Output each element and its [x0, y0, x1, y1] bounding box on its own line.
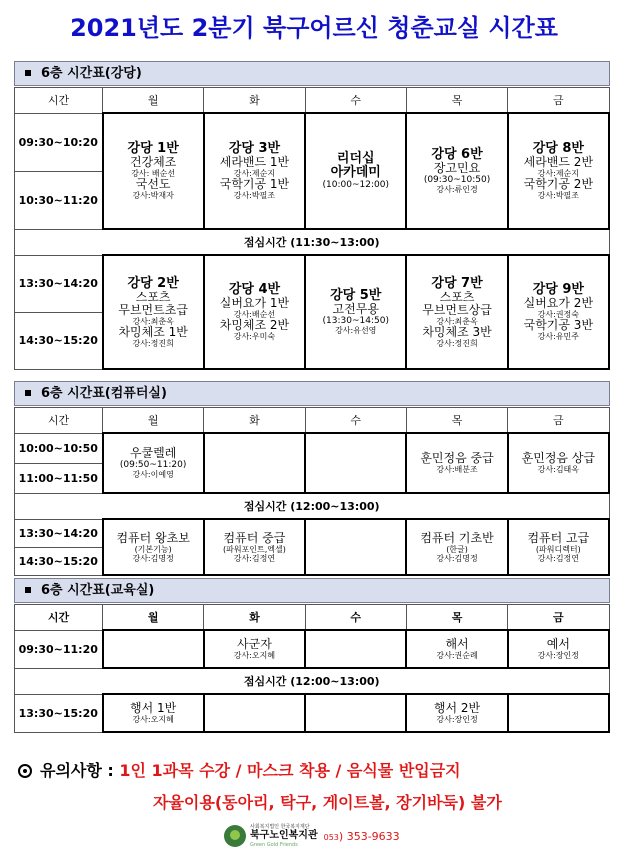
class-subject: 차밍체조 3반 — [422, 324, 492, 339]
class-cell-fri-am — [508, 630, 609, 668]
class-subject: 컴퓨터 고급 — [527, 530, 590, 545]
time-slot: 11:00~11:50 — [15, 463, 103, 493]
time-header: 시간 — [15, 605, 103, 631]
day-header-mon: 월 — [103, 408, 204, 434]
class-teacher: 강사:김정연 — [537, 553, 580, 563]
lunch-row: 점심시간 (12:00~13:00) — [15, 493, 610, 519]
class-cell-tue-pm — [204, 255, 305, 369]
class-subject: 국선도 — [135, 177, 171, 191]
time-slot: 13:30~14:20 — [15, 519, 103, 547]
class-teacher: 강사:우미숙 — [233, 332, 276, 341]
footer — [224, 822, 400, 850]
class-time: (09:50~11:20) — [119, 460, 187, 470]
phone-area-code: 053 — [323, 832, 339, 842]
class-cell-tue-am — [204, 113, 305, 229]
class-name: 강당 8반 — [532, 141, 584, 156]
class-subject: 세라밴드 1반 — [219, 155, 290, 169]
day-header-tue: 화 — [204, 88, 305, 114]
class-detail: (파워포인트,엑셀) — [223, 544, 286, 554]
class-teacher: 강사:김명정 — [132, 553, 174, 563]
time-slot: 10:00~10:50 — [15, 433, 103, 463]
section-header-auditorium — [14, 61, 610, 86]
day-header-tue: 화 — [204, 408, 305, 434]
class-teacher: 강사:제순지 — [537, 169, 580, 178]
section-label: 6층 시간표(강당) — [41, 66, 142, 81]
class-teacher: 강사:장인정 — [537, 651, 580, 660]
class-cell-wed-am — [305, 113, 406, 229]
bullseye-icon — [18, 764, 32, 778]
class-cell-thu-pm — [406, 694, 507, 732]
class-detail: (파워디렉터) — [535, 544, 581, 554]
notice-label: 유의사항 : — [40, 761, 114, 780]
org-block — [250, 824, 318, 848]
time-slot: 10:30~11:20 — [15, 171, 103, 229]
phone-number: 053) 353-9633 — [323, 829, 400, 843]
class-subject: 아카데미 — [330, 165, 381, 180]
class-subject: 건강체조 — [129, 155, 177, 169]
section-label: 6층 시간표(교육실) — [41, 583, 155, 598]
bullet-square-icon — [25, 70, 31, 76]
class-subject: 행서 1반 — [130, 701, 177, 715]
class-teacher: 강사:박재자 — [132, 191, 174, 200]
lunch-row: 점심시간 (12:00~13:00) — [15, 668, 610, 694]
notice — [18, 758, 461, 781]
class-cell-tue-am — [204, 433, 305, 493]
day-header-mon: 월 — [103, 88, 204, 114]
class-teacher: 강사:유선영 — [335, 326, 377, 335]
class-subject: 훈민정음 상급 — [521, 451, 596, 465]
class-subject: 국학기공 1반 — [219, 177, 290, 191]
section-header-education — [14, 578, 610, 603]
class-cell-thu-pm — [406, 519, 507, 575]
time-slot: 09:30~10:20 — [15, 113, 103, 171]
class-cell-mon-am — [103, 113, 204, 229]
bullet-square-icon — [25, 587, 31, 593]
class-subject: 장고민요 — [433, 161, 481, 175]
class-teacher: 강사: 배순선 — [131, 169, 176, 178]
class-subject: 예서 — [546, 637, 570, 651]
class-teacher: 강사:박필조 — [233, 191, 276, 200]
class-cell-fri-pm — [508, 519, 609, 575]
class-cell-tue-pm — [204, 519, 305, 575]
day-header-fri: 금 — [508, 408, 609, 434]
computer-table — [14, 407, 610, 576]
class-subject: 해서 — [445, 637, 469, 651]
class-teacher: 강사:정진희 — [132, 338, 174, 348]
org-parent: 사회복지법인 한국복지재단 — [250, 824, 310, 830]
day-header-tue: 화 — [204, 605, 305, 631]
day-header-thu: 목 — [406, 408, 507, 434]
day-header-fri: 금 — [508, 605, 609, 631]
time-header: 시간 — [15, 408, 103, 434]
class-teacher: 강사:김명정 — [436, 553, 478, 563]
class-teacher: 강사:박필조 — [537, 191, 580, 200]
bullet-square-icon — [25, 390, 31, 396]
class-name: 강당 7반 — [431, 275, 483, 291]
phone-digits: 353-9633 — [346, 829, 400, 843]
time-slot: 14:30~15:20 — [15, 312, 103, 369]
class-teacher: 강사:류인경 — [436, 185, 478, 194]
lunch-row: 점심시간 (11:30~13:00) — [15, 229, 610, 255]
class-cell-wed-pm — [305, 694, 406, 732]
class-cell-mon-am — [103, 630, 204, 668]
class-subject: 실버요가 1반 — [219, 296, 290, 310]
class-cell-mon-pm — [103, 255, 204, 369]
class-cell-thu-pm — [406, 255, 507, 369]
class-cell-fri-pm — [508, 255, 609, 369]
class-time: (09:30~10:50) — [423, 175, 491, 185]
class-name: 강당 2반 — [127, 275, 179, 291]
class-cell-wed-pm — [305, 255, 406, 369]
class-teacher: 강사:정진희 — [436, 338, 478, 348]
class-cell-fri-am — [508, 113, 609, 229]
day-header-thu: 목 — [406, 605, 507, 631]
class-name: 강당 6반 — [431, 147, 483, 162]
class-cell-wed-pm — [305, 519, 406, 575]
section-label: 6층 시간표(컴퓨터실) — [41, 386, 167, 401]
class-name: 강당 9반 — [532, 282, 584, 297]
class-name: 강당 1반 — [127, 141, 179, 156]
class-subject: 국학기공 2반 — [523, 177, 594, 191]
class-teacher: 강사:배분조 — [436, 465, 478, 474]
time-slot: 13:30~14:20 — [15, 255, 103, 312]
class-subject: 무브먼트상급 — [422, 302, 492, 317]
class-time: (10:00~12:00) — [322, 180, 389, 190]
day-header-wed: 수 — [305, 408, 406, 434]
class-subject: 고전무용 — [332, 302, 379, 316]
class-subject: 국학기공 3반 — [523, 318, 594, 332]
welfare-center-logo-icon — [224, 825, 246, 847]
class-detail: (기본기능) — [134, 544, 172, 554]
time-slot: 14:30~15:20 — [15, 547, 103, 575]
class-name: 강당 3반 — [228, 141, 281, 156]
section-header-computer — [14, 381, 610, 406]
class-cell-wed-am — [305, 433, 406, 493]
class-teacher: 강사:장인정 — [436, 715, 478, 724]
class-teacher: 강사:권순례 — [436, 651, 478, 660]
class-teacher: 강사:배순선 — [233, 310, 276, 319]
class-cell-fri-pm — [508, 694, 609, 732]
class-cell-thu-am — [406, 630, 507, 668]
class-subject: 우쿨렐레 — [129, 446, 177, 460]
class-cell-tue-pm — [204, 694, 305, 732]
class-subject: 훈민정음 중급 — [420, 451, 494, 465]
class-subject: 무브먼트초급 — [118, 302, 188, 317]
class-subject: 차밍체조 1반 — [118, 324, 188, 339]
org-tagline: Green Gold Friends — [250, 842, 298, 848]
class-name: 리더십 — [336, 151, 375, 166]
class-cell-fri-am — [508, 433, 609, 493]
auditorium-table — [14, 87, 610, 370]
time-slot: 13:30~15:20 — [15, 694, 103, 732]
class-subject: 스포츠 — [439, 289, 475, 304]
day-header-wed: 수 — [305, 605, 406, 631]
class-cell-mon-pm — [103, 519, 204, 575]
class-teacher: 강사:제순지 — [233, 169, 276, 178]
class-teacher: 강사:유민주 — [537, 332, 580, 341]
class-teacher: 강사:최춘옥 — [436, 316, 478, 326]
class-name: 강당 5반 — [330, 288, 382, 303]
time-slot: 09:30~11:20 — [15, 630, 103, 668]
class-teacher: 강사:김태옥 — [537, 465, 580, 474]
class-detail: (한글) — [446, 544, 468, 554]
class-teacher: 강사:김정연 — [233, 553, 276, 563]
class-subject: 스포츠 — [135, 289, 171, 304]
class-teacher: 강사:최춘옥 — [132, 316, 174, 326]
class-subject: 컴퓨터 왕초보 — [116, 530, 190, 545]
class-cell-tue-am — [204, 630, 305, 668]
class-teacher: 강사:오지혜 — [233, 651, 276, 660]
day-header-thu: 목 — [406, 88, 507, 114]
class-time: (13:30~14:50) — [322, 316, 389, 326]
class-subject: 컴퓨터 중급 — [223, 530, 286, 545]
class-teacher: 강사:권정숙 — [537, 310, 580, 319]
org-name: 북구노인복지관 — [250, 830, 318, 841]
class-subject: 컴퓨터 기초반 — [420, 530, 494, 545]
notice-line-2: 자율이용(동아리, 탁구, 게이트볼, 장기바둑) 불가 — [153, 793, 502, 812]
class-teacher: 강사:오지혜 — [132, 715, 174, 724]
education-table — [14, 604, 610, 733]
class-cell-mon-pm — [103, 694, 204, 732]
class-cell-thu-am — [406, 113, 507, 229]
time-header: 시간 — [15, 88, 103, 114]
page-title: 2021년도 2분기 북구어르신 청춘교실 시간표 — [70, 14, 558, 42]
class-cell-mon-am — [103, 433, 204, 493]
class-cell-thu-am — [406, 433, 507, 493]
class-subject: 행서 2반 — [433, 701, 481, 715]
class-subject: 실버요가 2반 — [523, 296, 594, 310]
class-subject: 사군자 — [237, 637, 272, 651]
day-header-fri: 금 — [508, 88, 609, 114]
class-teacher: 강사:이예영 — [132, 470, 174, 479]
class-name: 강당 4반 — [228, 282, 281, 297]
day-header-mon: 월 — [103, 605, 204, 631]
class-cell-wed-am — [305, 630, 406, 668]
day-header-wed: 수 — [305, 88, 406, 114]
class-subject: 세라밴드 2반 — [523, 155, 594, 169]
notice-line-1: 1인 1과목 수강 / 마스크 착용 / 음식물 반입금지 — [119, 761, 461, 780]
class-subject: 차밍체조 2반 — [219, 318, 290, 332]
